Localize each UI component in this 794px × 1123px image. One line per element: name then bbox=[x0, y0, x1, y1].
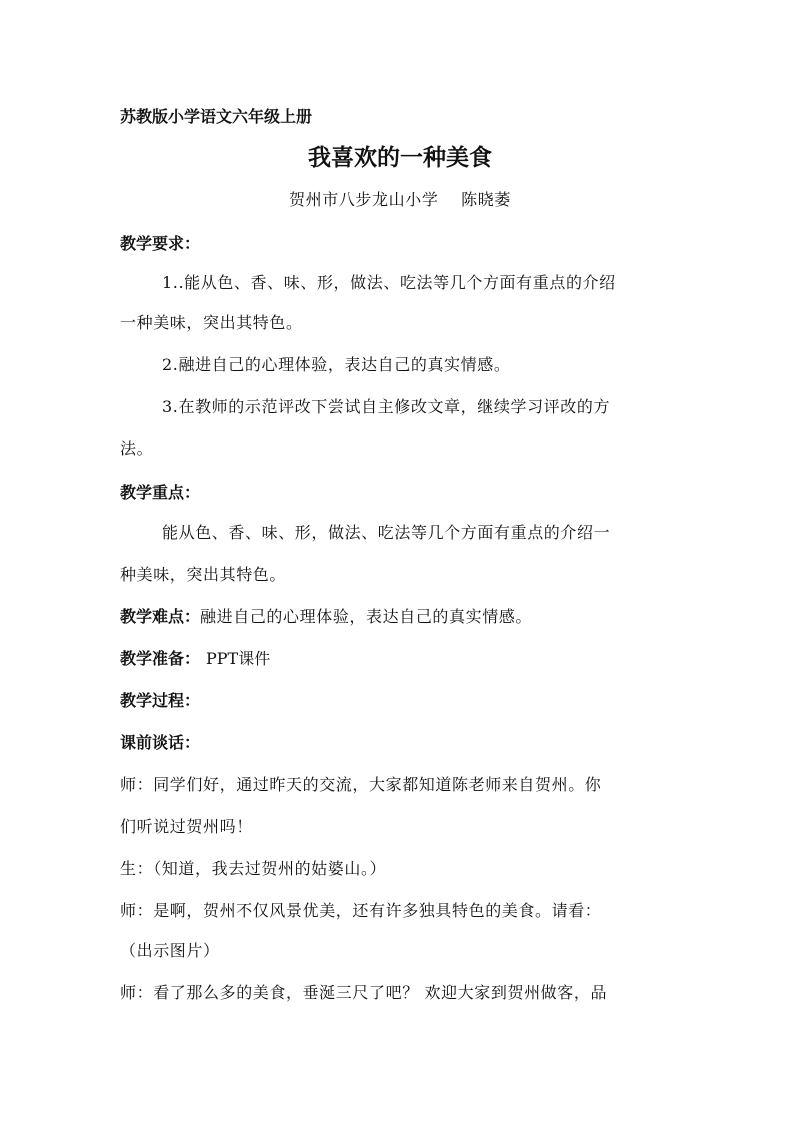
requirements-heading: 教学要求： bbox=[120, 234, 201, 253]
preparation-heading: 教学准备： bbox=[120, 649, 201, 668]
key-point-heading: 教学重点： bbox=[120, 483, 201, 502]
requirement-1-line-1: 1..能从色、香、味、形，做法、吃法等几个方面有重点的介绍 bbox=[162, 273, 616, 292]
dialogue-line: （出示图片） bbox=[120, 941, 220, 960]
difficulty-text: 融进自己的心理体验，表达自己的真实情感。 bbox=[200, 607, 533, 626]
requirement-2: 2.融进自己的心理体验，表达自己的真实情感。 bbox=[162, 355, 511, 374]
dialogue-line: 们听说过贺州吗！ bbox=[120, 817, 253, 836]
preparation-text: PPT课件 bbox=[206, 649, 271, 668]
key-point-line-2: 种美味，突出其特色。 bbox=[120, 565, 287, 584]
page-title: 我喜欢的一种美食 bbox=[308, 144, 492, 171]
difficulty-row bbox=[120, 606, 532, 628]
difficulty-heading: 教学难点： bbox=[120, 607, 201, 626]
key-point-line-1: 能从色、香、味、形，做法、吃法等几个方面有重点的介绍一 bbox=[162, 523, 611, 542]
dialogue-line: 师：是啊，贺州不仅风景优美，还有许多独具特色的美食。请看： bbox=[120, 901, 602, 920]
pre-talk-heading: 课前谈话： bbox=[120, 733, 201, 752]
requirement-1-line-2: 一种美味，突出其特色。 bbox=[120, 313, 303, 332]
dialogue-line: 师：看了那么多的美食，垂涎三尺了吧？ 欢迎大家到贺州做客，品 bbox=[120, 983, 608, 1002]
author-line: 贺州市八步龙山小学 陈晓萎 bbox=[289, 190, 511, 209]
requirement-3-line-1: 3.在教师的示范评改下尝试自主修改文章，继续学习评改的方 bbox=[162, 397, 611, 416]
requirement-3-line-2: 法。 bbox=[120, 439, 154, 458]
process-heading: 教学过程： bbox=[120, 691, 201, 710]
preparation-row bbox=[120, 648, 270, 670]
textbook-label: 苏教版小学语文六年级上册 bbox=[120, 107, 313, 126]
dialogue-line: 生：（知道，我去过贺州的姑婆山。） bbox=[120, 859, 387, 878]
dialogue-line: 师：同学们好，通过昨天的交流，大家都知道陈老师来自贺州。你 bbox=[120, 775, 602, 794]
